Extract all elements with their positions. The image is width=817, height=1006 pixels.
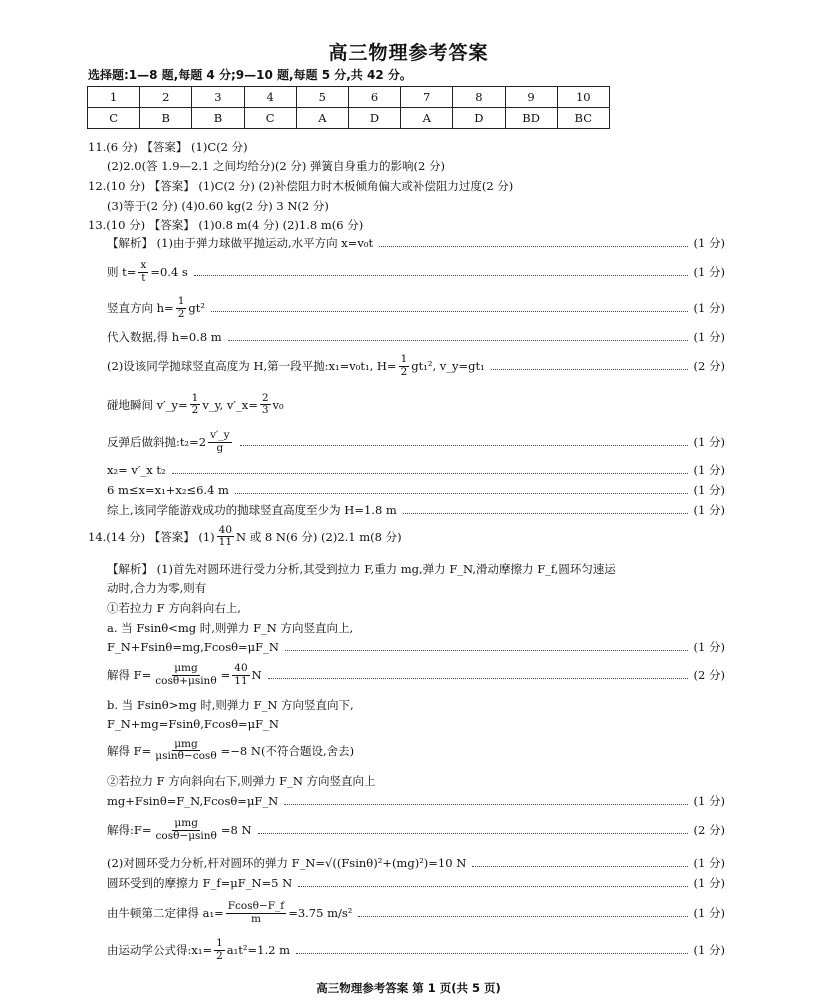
table-cell: D — [348, 108, 400, 129]
fraction — [217, 525, 234, 548]
table-cell: A — [296, 108, 348, 129]
answer-table — [87, 86, 610, 129]
fraction-num: 1 — [191, 392, 199, 404]
leader-dots — [491, 369, 688, 370]
points-label: (1 分) — [693, 794, 725, 808]
q14-line-5 — [107, 637, 725, 657]
q12-answer-2: (3)等于(2 分) (4)0.60 kg(2 分) 3 N(2 分) — [107, 199, 329, 213]
text-part: (2)设该同学抛球竖直高度为 H,第一段平抛:x₁=v₀t₁, H= — [107, 359, 397, 373]
answer-table-numbers-row — [88, 87, 610, 108]
text-part: 由牛顿第二定律得 a₁= — [107, 906, 224, 920]
table-cell: A — [401, 108, 453, 129]
text-part: a₁t²=1.2 m — [226, 943, 290, 957]
fraction — [214, 938, 225, 961]
fraction-den: 2 — [177, 307, 185, 320]
fraction-num: x — [140, 259, 147, 272]
points-label: (1 分) — [693, 856, 725, 870]
leader-dots — [268, 678, 688, 679]
q13-text-10: 综上,该同学能游戏成功的抛球竖直高度至少为 H=1.8 m — [107, 503, 397, 517]
answer-table-answers-row — [88, 108, 610, 129]
fraction-num: 40 — [218, 524, 233, 536]
fraction — [232, 663, 249, 686]
leader-dots — [258, 833, 688, 834]
fraction-den: 11 — [218, 536, 233, 549]
text-part: 碰地瞬间 v′_y= — [107, 397, 188, 412]
fraction-den: cosθ−μsinθ — [155, 829, 217, 842]
points-label: (1 分) — [693, 236, 725, 250]
q14-line-6 — [107, 662, 725, 687]
q14-line-15 — [107, 900, 725, 925]
q14-text-15 — [107, 901, 352, 924]
text-part: gt² — [188, 301, 205, 315]
leader-dots — [228, 340, 688, 341]
q13-text-9: 6 m≤x=x₁+x₂≤6.4 m — [107, 483, 229, 497]
q13-text-8: x₂= v′_x t₂ — [107, 463, 166, 477]
table-cell: 9 — [505, 87, 557, 108]
q13-text-5 — [107, 354, 485, 377]
leader-dots — [284, 804, 687, 805]
fraction-num: v′_y — [210, 429, 230, 442]
q14-text-14: 圆环受到的摩擦力 F_f=μF_N=5 N — [107, 876, 293, 890]
q14-line-16 — [107, 937, 725, 962]
page-title: 高三物理参考答案 — [328, 42, 489, 64]
leader-dots — [298, 886, 687, 887]
text-part: gt₁², v_y=gt₁ — [411, 359, 485, 373]
text-part: 反弹后做斜抛:t₂=2 — [107, 435, 207, 449]
points-label: (2 分) — [693, 668, 725, 682]
q13-text-2 — [107, 260, 188, 283]
text-part: 竖直方向 h= — [107, 301, 174, 315]
q13-text-4: 代入数据,得 h=0.8 m — [107, 330, 222, 344]
points-label: (1 分) — [693, 463, 725, 477]
fraction-den: 2 — [400, 365, 408, 378]
choice-intro: 选择题:1—8 题,每题 4 分;9—10 题,每题 5 分,共 42 分。 — [88, 68, 412, 82]
leader-dots — [211, 311, 688, 312]
fraction-num: 1 — [177, 295, 185, 308]
leader-dots — [172, 473, 688, 474]
fraction — [153, 739, 218, 762]
q14-text-8: F_N+mg=Fsinθ,Fcosθ=μF_N — [107, 717, 279, 731]
q11-answer: 11.(6 分) 【答案】 (1)C(2 分) — [88, 140, 248, 154]
q14-text-10: ②若拉力 F 方向斜向右下,则弹力 F_N 方向竖直向上 — [107, 774, 376, 788]
table-cell: B — [140, 108, 192, 129]
q14-text-5: F_N+Fsinθ=mg,Fcosθ=μF_N — [107, 640, 279, 654]
leader-dots — [358, 916, 687, 917]
text-part: =8 N — [220, 823, 252, 837]
fraction-num: 1 — [400, 353, 408, 366]
text-part: 解得 F= — [107, 668, 152, 682]
text-part: 由运动学公式得:x₁= — [107, 943, 213, 957]
q14-text-7: b. 当 Fsinθ>mg 时,则弹力 F_N 方向竖直向下, — [107, 698, 354, 712]
leader-dots — [240, 445, 688, 446]
leader-dots — [285, 650, 688, 651]
q14-text-11: mg+Fsinθ=F_N,Fcosθ=μF_N — [107, 794, 279, 808]
q13-line-5 — [107, 353, 725, 378]
text-part: N — [251, 668, 262, 682]
fraction — [176, 296, 187, 319]
q14-text-1: 【解析】 (1)首先对圆环进行受力分析,其受到拉力 F,重力 mg,弹力 F_N,滑动摩擦力 F_f,圆环匀速运 — [107, 562, 616, 576]
q14-line-12 — [107, 817, 725, 842]
points-label: (1 分) — [693, 330, 725, 344]
q14-text-16 — [107, 938, 290, 961]
table-cell: 6 — [348, 87, 400, 108]
fraction-num: Fcosθ−F_f — [227, 900, 285, 913]
fraction-den: m — [250, 912, 261, 925]
points-label: (1 分) — [693, 483, 725, 497]
text-part: =0.4 s — [150, 265, 188, 279]
text-part: v₀ — [272, 397, 284, 412]
text-part: 解得 F= — [107, 743, 152, 758]
q14-text-3: ①若拉力 F 方向斜向右上, — [107, 601, 241, 615]
fraction-num: 40 — [234, 662, 248, 675]
text-part: v_y, v′_x= — [202, 397, 258, 412]
table-cell: BC — [557, 108, 609, 129]
q13-line-4 — [107, 327, 725, 347]
q14-text-6 — [107, 663, 262, 686]
points-label: (2 分) — [693, 359, 725, 373]
fraction-num: 1 — [216, 937, 223, 950]
fraction-den: cosθ+μsinθ — [155, 674, 217, 687]
points-label: (1 分) — [693, 435, 725, 449]
q13-text-3 — [107, 296, 205, 319]
fraction — [208, 430, 232, 453]
fraction — [226, 901, 286, 924]
text-part: 14.(14 分) 【答案】 (1) — [88, 529, 215, 544]
points-label: (1 分) — [693, 876, 725, 890]
text-part: =−8 N(不符合题设,舍去) — [220, 743, 355, 758]
fraction — [190, 393, 201, 416]
leader-dots — [296, 953, 688, 954]
fraction-den: μsinθ−cosθ — [155, 750, 217, 763]
q14-line-13 — [107, 853, 725, 873]
text-part: N 或 8 N(6 分) (2)2.1 m(8 分) — [236, 529, 402, 544]
table-cell: C — [244, 108, 296, 129]
leader-dots — [235, 493, 688, 494]
table-cell: 5 — [296, 87, 348, 108]
fraction — [153, 663, 218, 686]
text-part: = — [220, 668, 231, 682]
q13-line-6 — [107, 393, 284, 416]
table-cell: BD — [505, 108, 557, 129]
page-footer: 高三物理参考答案 第 1 页(共 5 页) — [316, 981, 501, 995]
q14-line-14 — [107, 873, 725, 893]
fraction-num: 2 — [261, 392, 269, 404]
table-cell: B — [192, 108, 244, 129]
q14-text-4: a. 当 Fsinθ<mg 时,则弹力 F_N 方向竖直向上, — [107, 621, 354, 635]
fraction-den: 2 — [191, 404, 199, 417]
text-part: 解得:F= — [107, 823, 152, 837]
q13-line-1 — [107, 233, 725, 253]
points-label: (1 分) — [693, 943, 725, 957]
text-part: 则 t= — [107, 265, 137, 279]
q13-line-3 — [107, 295, 725, 320]
q14-line-9 — [107, 739, 354, 762]
points-label: (1 分) — [693, 503, 725, 517]
points-label: (2 分) — [693, 823, 725, 837]
q12-answer: 12.(10 分) 【答案】 (1)C(2 分) (2)补偿阻力时木板倾角偏大或补偿阻力过度(2 分) — [88, 179, 514, 193]
fraction — [260, 393, 271, 416]
table-cell: 7 — [401, 87, 453, 108]
q13-answer: 13.(10 分) 【答案】 (1)0.8 m(4 分) (2)1.8 m(6 分) — [88, 218, 364, 232]
fraction-den: 3 — [261, 404, 269, 417]
table-cell: 2 — [140, 87, 192, 108]
q13-line-2 — [107, 259, 725, 284]
fraction — [399, 354, 410, 377]
fraction-num: μmg — [174, 662, 198, 675]
q13-text-7 — [107, 430, 234, 453]
q14-answer — [88, 525, 402, 548]
q14-text-12 — [107, 818, 252, 841]
q14-line-11 — [107, 791, 725, 811]
table-cell: C — [88, 108, 140, 129]
fraction-den: 11 — [234, 674, 248, 687]
table-cell: 4 — [244, 87, 296, 108]
points-label: (1 分) — [693, 906, 725, 920]
q13-line-8 — [107, 460, 725, 480]
leader-dots — [403, 513, 688, 514]
table-cell: 1 — [88, 87, 140, 108]
fraction — [138, 260, 148, 283]
points-label: (1 分) — [693, 265, 725, 279]
table-cell: 8 — [453, 87, 505, 108]
leader-dots — [379, 246, 687, 247]
text-part: =3.75 m/s² — [288, 906, 353, 920]
fraction-den: 2 — [216, 949, 223, 962]
q11-answer-2: (2)2.0(答 1.9—2.1 之间均给分)(2 分) 弹簧自身重力的影响(2 分) — [107, 159, 445, 173]
q14-text-2: 动时,合力为零,则有 — [107, 581, 207, 595]
q13-line-7 — [107, 429, 725, 454]
leader-dots — [194, 275, 688, 276]
table-cell: D — [453, 108, 505, 129]
points-label: (1 分) — [693, 640, 725, 654]
table-cell: 10 — [557, 87, 609, 108]
q13-line-9 — [107, 480, 725, 500]
fraction-den: g — [216, 441, 224, 454]
fraction — [154, 818, 219, 841]
points-label: (1 分) — [693, 301, 725, 315]
fraction-den: t — [141, 271, 146, 284]
table-cell: 3 — [192, 87, 244, 108]
fraction-num: μmg — [174, 738, 198, 750]
q13-text-1: 【解析】 (1)由于弹力球做平抛运动,水平方向 x=v₀t — [107, 236, 374, 250]
fraction-num: μmg — [174, 817, 198, 830]
q13-line-10 — [107, 500, 725, 520]
leader-dots — [472, 866, 687, 867]
q14-text-13: (2)对圆环受力分析,杆对圆环的弹力 F_N=√((Fsinθ)²+(mg)²)=10 N — [107, 856, 467, 870]
